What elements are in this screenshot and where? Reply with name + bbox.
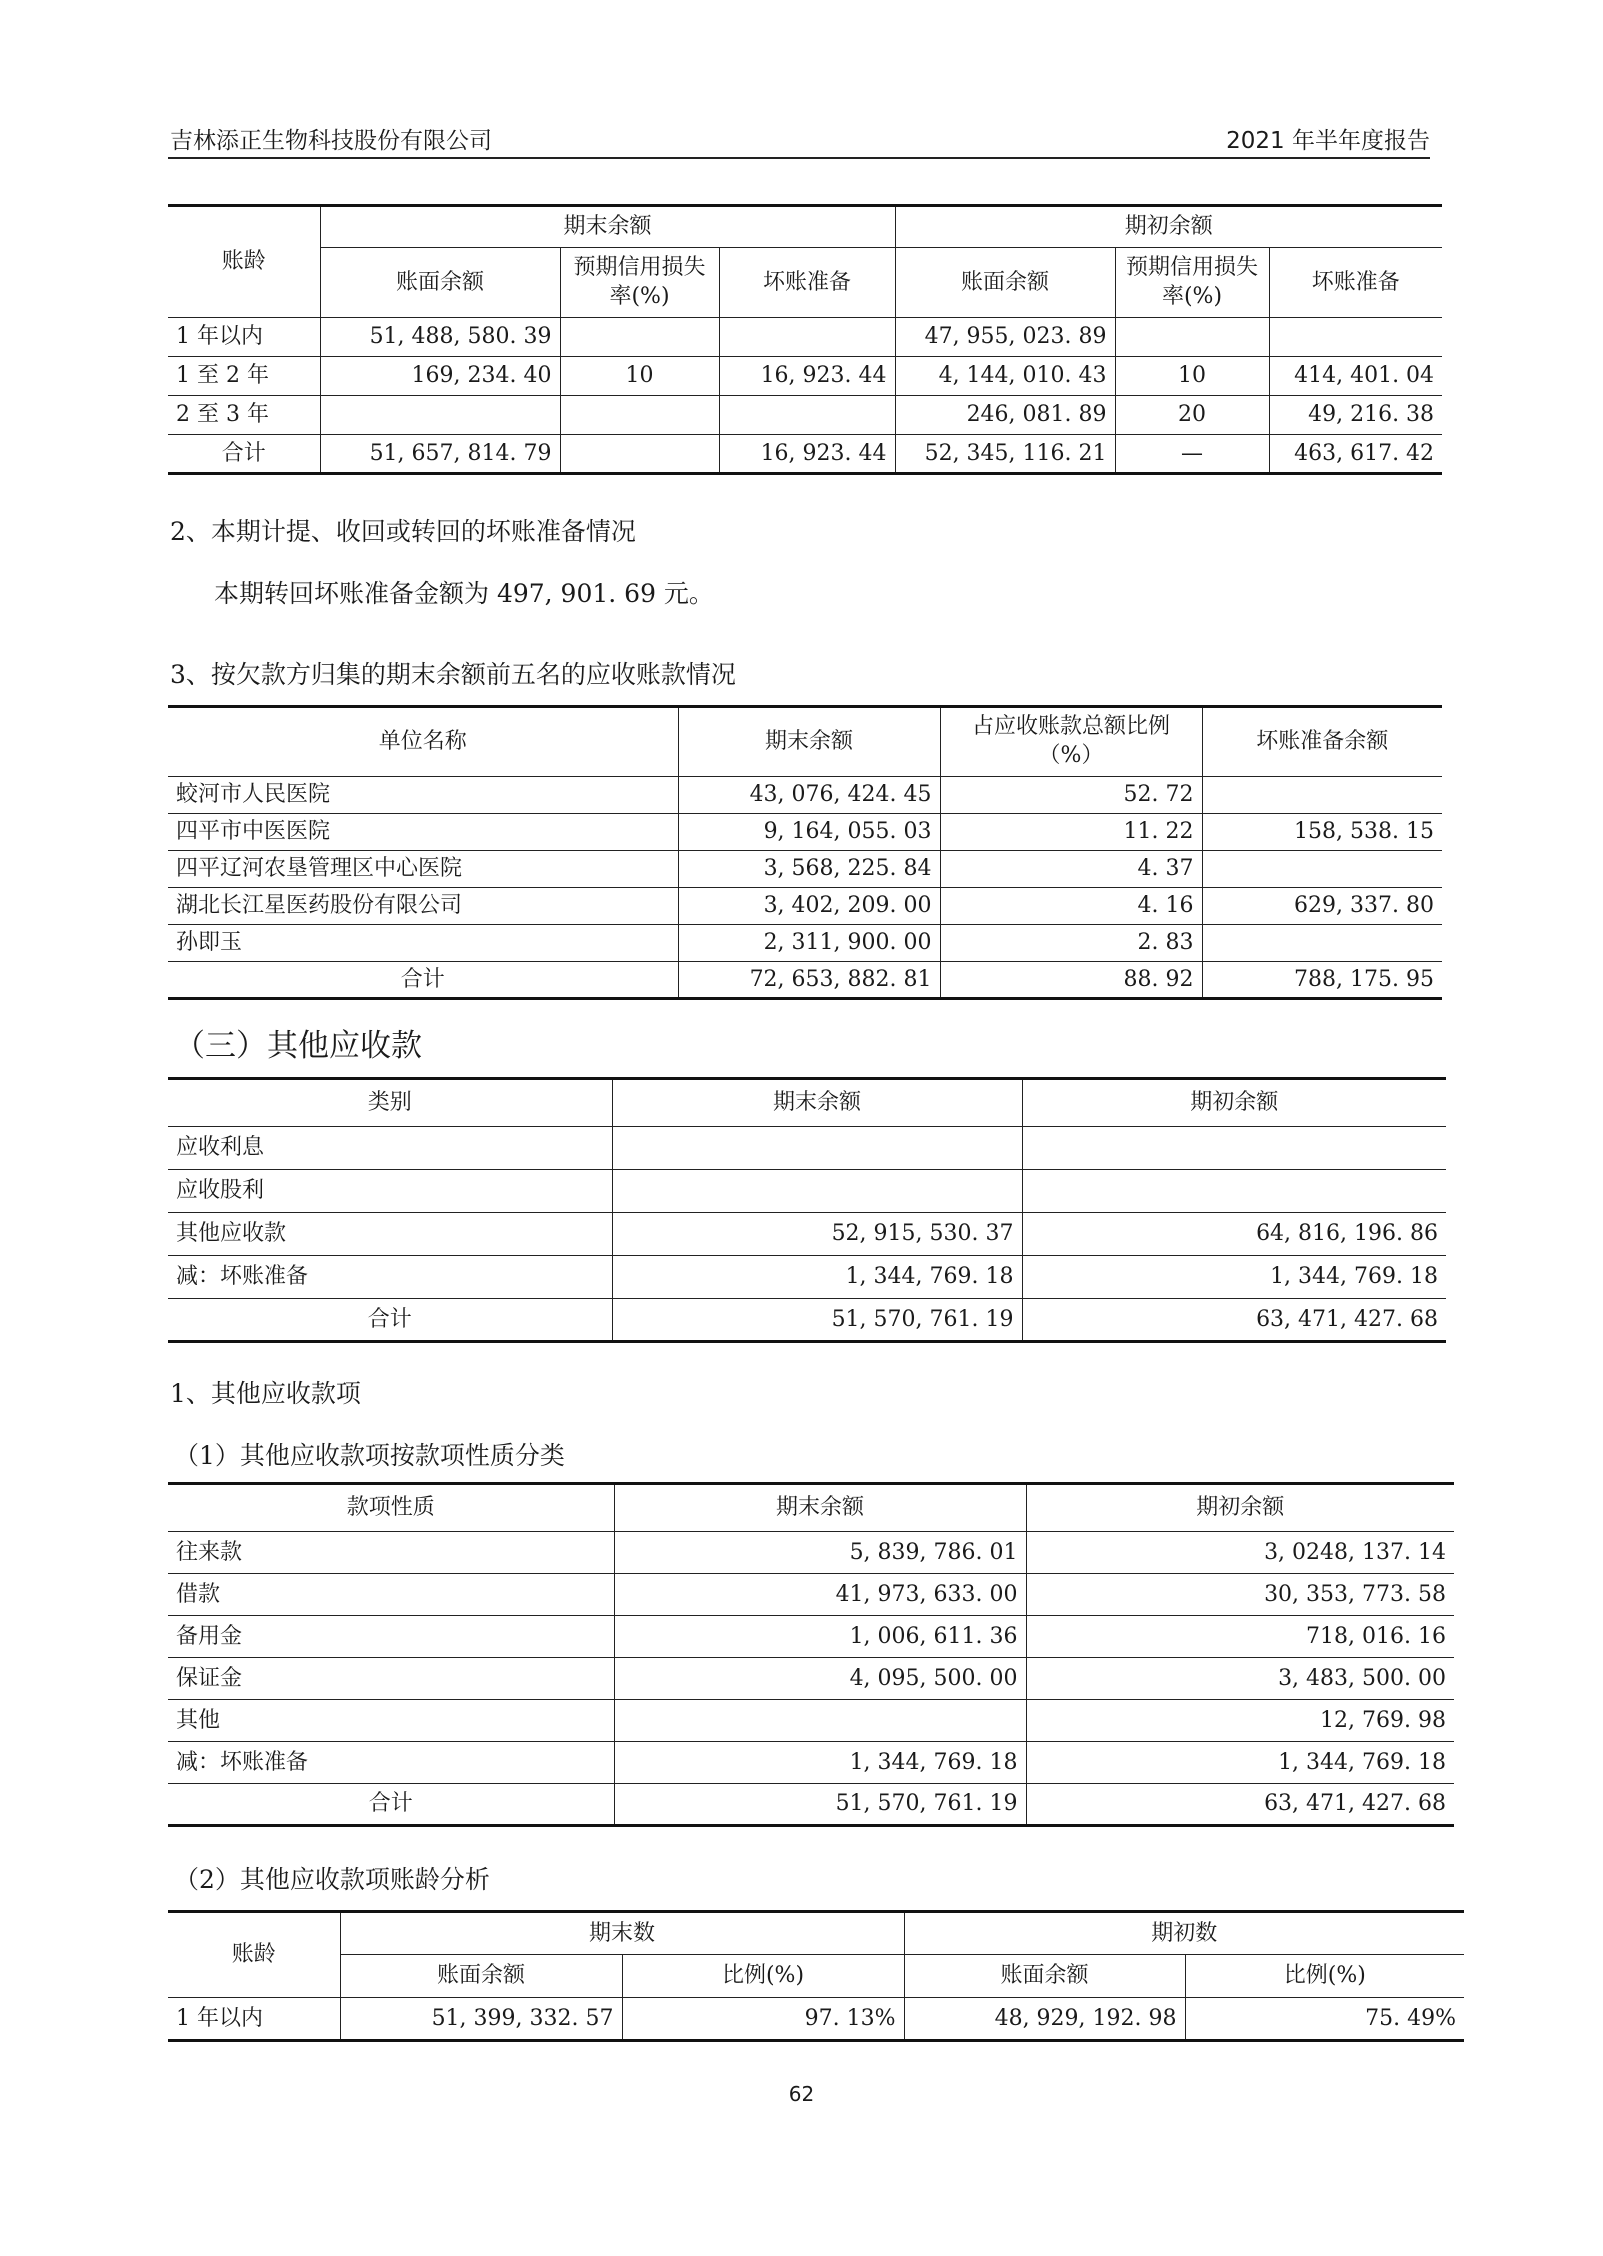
cell: 52, 345, 116. 21 bbox=[895, 435, 1115, 474]
cell: 43, 076, 424. 45 bbox=[678, 777, 940, 814]
header-report-title: 2021 年半年度报告 bbox=[1226, 128, 1430, 154]
cell: 48, 929, 192. 98 bbox=[904, 1998, 1185, 2041]
cell bbox=[320, 396, 560, 435]
table-row bbox=[168, 1616, 1454, 1658]
cell: 4. 16 bbox=[940, 888, 1202, 925]
table-row-total bbox=[168, 435, 1442, 474]
cell: 3, 402, 209. 00 bbox=[678, 888, 940, 925]
cell: 1, 006, 611. 36 bbox=[614, 1616, 1026, 1658]
header-end-balance: 期末余额 bbox=[678, 707, 940, 777]
header-divider bbox=[168, 157, 1430, 159]
cell: 四平辽河农垦管理区中心医院 bbox=[168, 851, 678, 888]
cell: 63, 471, 427. 68 bbox=[1026, 1784, 1454, 1826]
cell bbox=[560, 396, 719, 435]
cell: 合计 bbox=[168, 962, 678, 999]
cell: 合计 bbox=[168, 1299, 612, 1342]
table-row bbox=[168, 318, 1442, 357]
cell: 应收利息 bbox=[168, 1127, 612, 1170]
cell: 10 bbox=[1115, 357, 1269, 396]
top-five-table bbox=[168, 705, 1442, 1000]
cell: 其他应收款 bbox=[168, 1213, 612, 1256]
cell: 2. 83 bbox=[940, 925, 1202, 962]
header-ratio: 占应收账款总额比例（%） bbox=[940, 707, 1202, 777]
cell: 备用金 bbox=[168, 1616, 614, 1658]
cell: 四平市中医医院 bbox=[168, 814, 678, 851]
table-row bbox=[168, 396, 1442, 435]
bad-debt-reversal-text: 本期转回坏账准备金额为 497, 901. 69 元。 bbox=[214, 579, 714, 608]
aging-table bbox=[168, 204, 1442, 475]
cell: 1, 344, 769. 18 bbox=[614, 1742, 1026, 1784]
cell: 788, 175. 95 bbox=[1202, 962, 1442, 999]
cell: 30, 353, 773. 58 bbox=[1026, 1574, 1454, 1616]
cell: 湖北长江星医药股份有限公司 bbox=[168, 888, 678, 925]
cell: 2, 311, 900. 00 bbox=[678, 925, 940, 962]
cell: 41, 973, 633. 00 bbox=[614, 1574, 1026, 1616]
header-begin-balance: 期初余额 bbox=[1022, 1079, 1446, 1127]
table-row-total bbox=[168, 962, 1442, 999]
table-row bbox=[168, 1742, 1454, 1784]
header-begin-count: 期初数 bbox=[904, 1912, 1464, 1955]
cell: 51, 570, 761. 19 bbox=[612, 1299, 1022, 1342]
table-row-total bbox=[168, 1299, 1446, 1342]
cell: 借款 bbox=[168, 1574, 614, 1616]
header-end-balance: 期末余额 bbox=[612, 1079, 1022, 1127]
cell: 246, 081. 89 bbox=[895, 396, 1115, 435]
cell: 64, 816, 196. 86 bbox=[1022, 1213, 1446, 1256]
header-book-balance: 账面余额 bbox=[904, 1955, 1185, 1998]
cell bbox=[719, 396, 895, 435]
cell: 463, 617. 42 bbox=[1269, 435, 1442, 474]
table-row bbox=[168, 925, 1442, 962]
cell: 718, 016. 16 bbox=[1026, 1616, 1454, 1658]
cell: 52, 915, 530. 37 bbox=[612, 1213, 1022, 1256]
cell bbox=[1202, 777, 1442, 814]
cell: 4, 095, 500. 00 bbox=[614, 1658, 1026, 1700]
cell bbox=[560, 318, 719, 357]
cell bbox=[1202, 925, 1442, 962]
cell bbox=[1115, 318, 1269, 357]
cell bbox=[612, 1170, 1022, 1213]
table-row bbox=[168, 1213, 1446, 1256]
section-subtitle-by-nature: （1）其他应收款项按款项性质分类 bbox=[174, 1441, 565, 1470]
by-nature-table bbox=[168, 1482, 1454, 1827]
cell: 20 bbox=[1115, 396, 1269, 435]
cell: 51, 570, 761. 19 bbox=[614, 1784, 1026, 1826]
table-row bbox=[168, 1574, 1454, 1616]
table-row bbox=[168, 851, 1442, 888]
header-end-balance: 期末余额 bbox=[614, 1484, 1026, 1532]
cell: 16, 923. 44 bbox=[719, 357, 895, 396]
cell: 3, 0248, 137. 14 bbox=[1026, 1532, 1454, 1574]
header-begin-balance: 期初余额 bbox=[1026, 1484, 1454, 1532]
cell: 往来款 bbox=[168, 1532, 614, 1574]
aging-analysis-table bbox=[168, 1910, 1464, 2042]
header-bad-debt: 坏账准备 bbox=[719, 248, 895, 318]
header-company: 吉林添正生物科技股份有限公司 bbox=[170, 128, 492, 154]
header-age: 账龄 bbox=[168, 206, 320, 318]
header-nature: 款项性质 bbox=[168, 1484, 614, 1532]
cell: 414, 401. 04 bbox=[1269, 357, 1442, 396]
cell bbox=[1022, 1127, 1446, 1170]
header-end-count: 期末数 bbox=[340, 1912, 904, 1955]
cell: 减：坏账准备 bbox=[168, 1742, 614, 1784]
cell: 4. 37 bbox=[940, 851, 1202, 888]
header-end-balance: 期末余额 bbox=[320, 206, 895, 248]
cell: 合计 bbox=[168, 1784, 614, 1826]
header-begin-balance: 期初余额 bbox=[895, 206, 1442, 248]
table-row bbox=[168, 1532, 1454, 1574]
header-book-balance: 账面余额 bbox=[320, 248, 560, 318]
cell: 1 年以内 bbox=[168, 1998, 340, 2041]
cell: 88. 92 bbox=[940, 962, 1202, 999]
cell: 16, 923. 44 bbox=[719, 435, 895, 474]
header-credit-loss-rate: 预期信用损失率(%) bbox=[560, 248, 719, 318]
cell: 1, 344, 769. 18 bbox=[1026, 1742, 1454, 1784]
cell bbox=[1269, 318, 1442, 357]
cell: 63, 471, 427. 68 bbox=[1022, 1299, 1446, 1342]
header-category: 类别 bbox=[168, 1079, 612, 1127]
section-subtitle-aging: （2）其他应收款项账龄分析 bbox=[174, 1865, 490, 1894]
cell: 51, 657, 814. 79 bbox=[320, 435, 560, 474]
header-unit-name: 单位名称 bbox=[168, 707, 678, 777]
page-number: 62 bbox=[788, 2082, 815, 2106]
cell: 97. 13% bbox=[622, 1998, 904, 2041]
cell: 蛟河市人民医院 bbox=[168, 777, 678, 814]
cell: 2 至 3 年 bbox=[168, 396, 320, 435]
table-row bbox=[168, 1658, 1454, 1700]
header-ratio: 比例(%) bbox=[622, 1955, 904, 1998]
header-age: 账龄 bbox=[168, 1912, 340, 1998]
table-row bbox=[168, 777, 1442, 814]
section-title-other-receivables: （三）其他应收款 bbox=[174, 1028, 422, 1064]
cell: 169, 234. 40 bbox=[320, 357, 560, 396]
cell: 1, 344, 769. 18 bbox=[1022, 1256, 1446, 1299]
cell: 12, 769. 98 bbox=[1026, 1700, 1454, 1742]
cell: 51, 488, 580. 39 bbox=[320, 318, 560, 357]
other-receivables-table bbox=[168, 1077, 1446, 1343]
cell bbox=[1022, 1170, 1446, 1213]
header-credit-loss-rate: 预期信用损失率(%) bbox=[1115, 248, 1269, 318]
cell bbox=[560, 435, 719, 474]
cell: 1 至 2 年 bbox=[168, 357, 320, 396]
table-row bbox=[168, 1170, 1446, 1213]
cell: 保证金 bbox=[168, 1658, 614, 1700]
header-book-balance: 账面余额 bbox=[340, 1955, 622, 1998]
header-book-balance: 账面余额 bbox=[895, 248, 1115, 318]
section-title-bad-debt: 2、本期计提、收回或转回的坏账准备情况 bbox=[170, 517, 636, 546]
cell: 应收股利 bbox=[168, 1170, 612, 1213]
cell: 其他 bbox=[168, 1700, 614, 1742]
cell bbox=[612, 1127, 1022, 1170]
table-row bbox=[168, 1127, 1446, 1170]
cell bbox=[1202, 851, 1442, 888]
table-row-total bbox=[168, 1784, 1454, 1826]
cell: 3, 483, 500. 00 bbox=[1026, 1658, 1454, 1700]
cell: 47, 955, 023. 89 bbox=[895, 318, 1115, 357]
cell: 1 年以内 bbox=[168, 318, 320, 357]
cell: 3, 568, 225. 84 bbox=[678, 851, 940, 888]
cell: 72, 653, 882. 81 bbox=[678, 962, 940, 999]
header-ratio: 比例(%) bbox=[1185, 1955, 1464, 1998]
cell: 合计 bbox=[168, 435, 320, 474]
section-title-top-five: 3、按欠款方归集的期末余额前五名的应收账款情况 bbox=[170, 660, 736, 689]
cell: 158, 538. 15 bbox=[1202, 814, 1442, 851]
cell: 4, 144, 010. 43 bbox=[895, 357, 1115, 396]
cell: 51, 399, 332. 57 bbox=[340, 1998, 622, 2041]
cell: 629, 337. 80 bbox=[1202, 888, 1442, 925]
cell: 1, 344, 769. 18 bbox=[612, 1256, 1022, 1299]
cell: 52. 72 bbox=[940, 777, 1202, 814]
cell bbox=[614, 1700, 1026, 1742]
cell: 11. 22 bbox=[940, 814, 1202, 851]
table-row bbox=[168, 1256, 1446, 1299]
cell: 孙即玉 bbox=[168, 925, 678, 962]
cell: 75. 49% bbox=[1185, 1998, 1464, 2041]
table-row bbox=[168, 357, 1442, 396]
table-row bbox=[168, 1700, 1454, 1742]
cell: 减：坏账准备 bbox=[168, 1256, 612, 1299]
table-row bbox=[168, 814, 1442, 851]
header-bad-debt-balance: 坏账准备余额 bbox=[1202, 707, 1442, 777]
header-bad-debt: 坏账准备 bbox=[1269, 248, 1442, 318]
cell bbox=[719, 318, 895, 357]
table-row bbox=[168, 1998, 1464, 2041]
cell: — bbox=[1115, 435, 1269, 474]
cell: 10 bbox=[560, 357, 719, 396]
section-title-other-items: 1、其他应收款项 bbox=[170, 1379, 361, 1408]
cell: 49, 216. 38 bbox=[1269, 396, 1442, 435]
table-row bbox=[168, 888, 1442, 925]
cell: 9, 164, 055. 03 bbox=[678, 814, 940, 851]
cell: 5, 839, 786. 01 bbox=[614, 1532, 1026, 1574]
